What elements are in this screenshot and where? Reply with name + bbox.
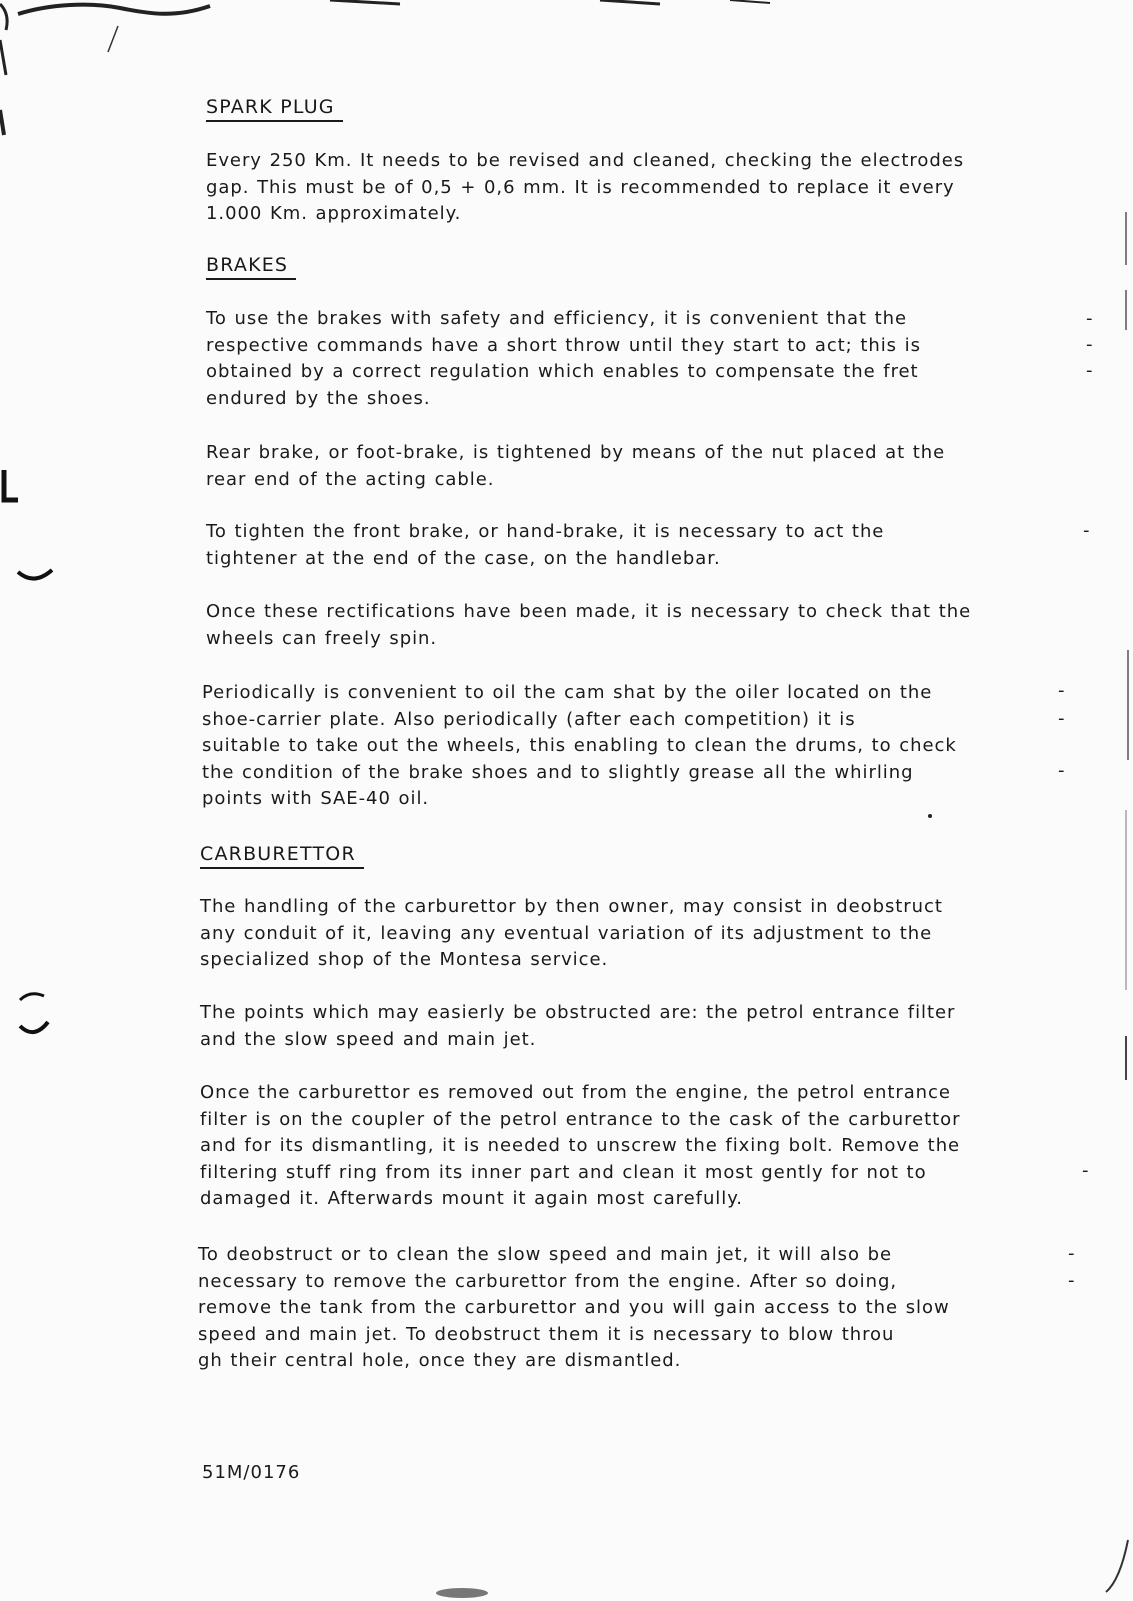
text-line: To tighten the front brake, or hand-brake, it is necessary to act the xyxy=(206,521,885,542)
margin-hyphen: - xyxy=(1058,680,1065,701)
margin-hyphen: - xyxy=(1058,760,1065,781)
text-line: endured by the shoes. xyxy=(206,387,431,409)
text-line: rear end of the acting cable. xyxy=(206,468,495,490)
text-line: Rear brake, or foot-brake, is tightened by means of the nut placed at the xyxy=(206,442,946,463)
text-line: respective commands have a short throw until they start to act; this is xyxy=(206,334,921,356)
section-heading-spark-plug: SPARK PLUG xyxy=(206,96,343,122)
text-line: wheels can freely spin. xyxy=(206,627,438,649)
text-line: and the slow speed and main jet. xyxy=(200,1028,537,1050)
brakes-paragraph-2 xyxy=(206,440,1106,493)
text-line: and for its dismantling, it is needed to unscrew the fixing bolt. Remove the xyxy=(200,1135,961,1156)
text-line: speed and main jet. To deobstruct them it is necessary to blow throu xyxy=(198,1323,895,1345)
spark-plug-paragraph xyxy=(206,148,1106,228)
margin-hyphen: - xyxy=(1083,520,1090,541)
text-line: any conduit of it, leaving any eventual variation of its adjustment to the xyxy=(200,922,933,944)
text-line: To use the brakes with safety and efficiency, it is convenient that the xyxy=(206,308,908,329)
text-line: tightener at the end of the case, on the handlebar. xyxy=(206,547,721,569)
text-line: damaged it. Afterwards mount it again most carefully. xyxy=(200,1188,743,1209)
text-line: remove the tank from the carburettor and you will gain access to the slow xyxy=(198,1297,950,1318)
text-line: The points which may easierly be obstructed are: the petrol entrance filter xyxy=(200,1002,956,1023)
brakes-paragraph-3 xyxy=(206,519,1106,572)
text-line: 1.000 Km. approximately. xyxy=(206,203,462,224)
text-line: gap. This must be of 0,5 + 0,6 mm. It is recommended to replace it every xyxy=(206,176,955,198)
text-line: Every 250 Km. It needs to be revised and cleaned, checking the electrodes xyxy=(206,150,965,171)
document-reference-number: 51M/0176 xyxy=(202,1462,301,1483)
text-line: necessary to remove the carburettor from the engine. After so doing, xyxy=(198,1270,897,1292)
section-heading-carburettor: CARBURETTOR xyxy=(200,843,364,869)
text-line: the condition of the brake shoes and to slightly grease all the whirling xyxy=(202,761,914,783)
margin-hyphen: - xyxy=(1086,308,1093,329)
brakes-paragraph-5 xyxy=(202,680,1102,813)
section-heading-brakes: BRAKES xyxy=(206,254,296,280)
text-line: gh their central hole, once they are dismantled. xyxy=(198,1350,682,1371)
text-line: specialized shop of the Montesa service. xyxy=(200,949,609,970)
text-line: Once the carburettor es removed out from the engine, the petrol entrance xyxy=(200,1082,951,1103)
margin-hyphen: - xyxy=(1068,1270,1075,1291)
text-line: points with SAE-40 oil. xyxy=(202,788,430,809)
margin-hyphen: - xyxy=(1082,1160,1089,1181)
text-line: shoe-carrier plate. Also periodically (after each competition) it is xyxy=(202,708,856,730)
brakes-paragraph-1 xyxy=(206,306,1106,412)
brakes-paragraph-4 xyxy=(206,599,1106,652)
carburettor-paragraph-3 xyxy=(200,1080,1100,1213)
text-line: Once these rectifications have been made, it is necessary to check that the xyxy=(206,601,972,622)
text-line: To deobstruct or to clean the slow speed and main jet, it will also be xyxy=(198,1244,893,1265)
text-line: suitable to take out the wheels, this enabling to clean the drums, to check xyxy=(202,735,957,756)
margin-hyphen: - xyxy=(1068,1243,1075,1264)
margin-hyphen: - xyxy=(1086,360,1093,381)
text-line: obtained by a correct regulation which enables to compensate the fret xyxy=(206,361,919,382)
carburettor-paragraph-1 xyxy=(200,894,1100,974)
margin-hyphen: - xyxy=(1086,334,1093,355)
text-line: Periodically is convenient to oil the cam shat by the oiler located on the xyxy=(202,682,933,703)
margin-hyphen: - xyxy=(1058,708,1065,729)
carburettor-paragraph-2 xyxy=(200,1000,1100,1053)
text-line: The handling of the carburettor by then owner, may consist in deobstruct xyxy=(200,896,943,917)
carburettor-paragraph-4 xyxy=(198,1242,1098,1375)
text-line: filtering stuff ring from its inner part and clean it most gently for not to xyxy=(200,1161,927,1183)
text-line: filter is on the coupler of the petrol entrance to the cask of the carburettor xyxy=(200,1108,961,1130)
